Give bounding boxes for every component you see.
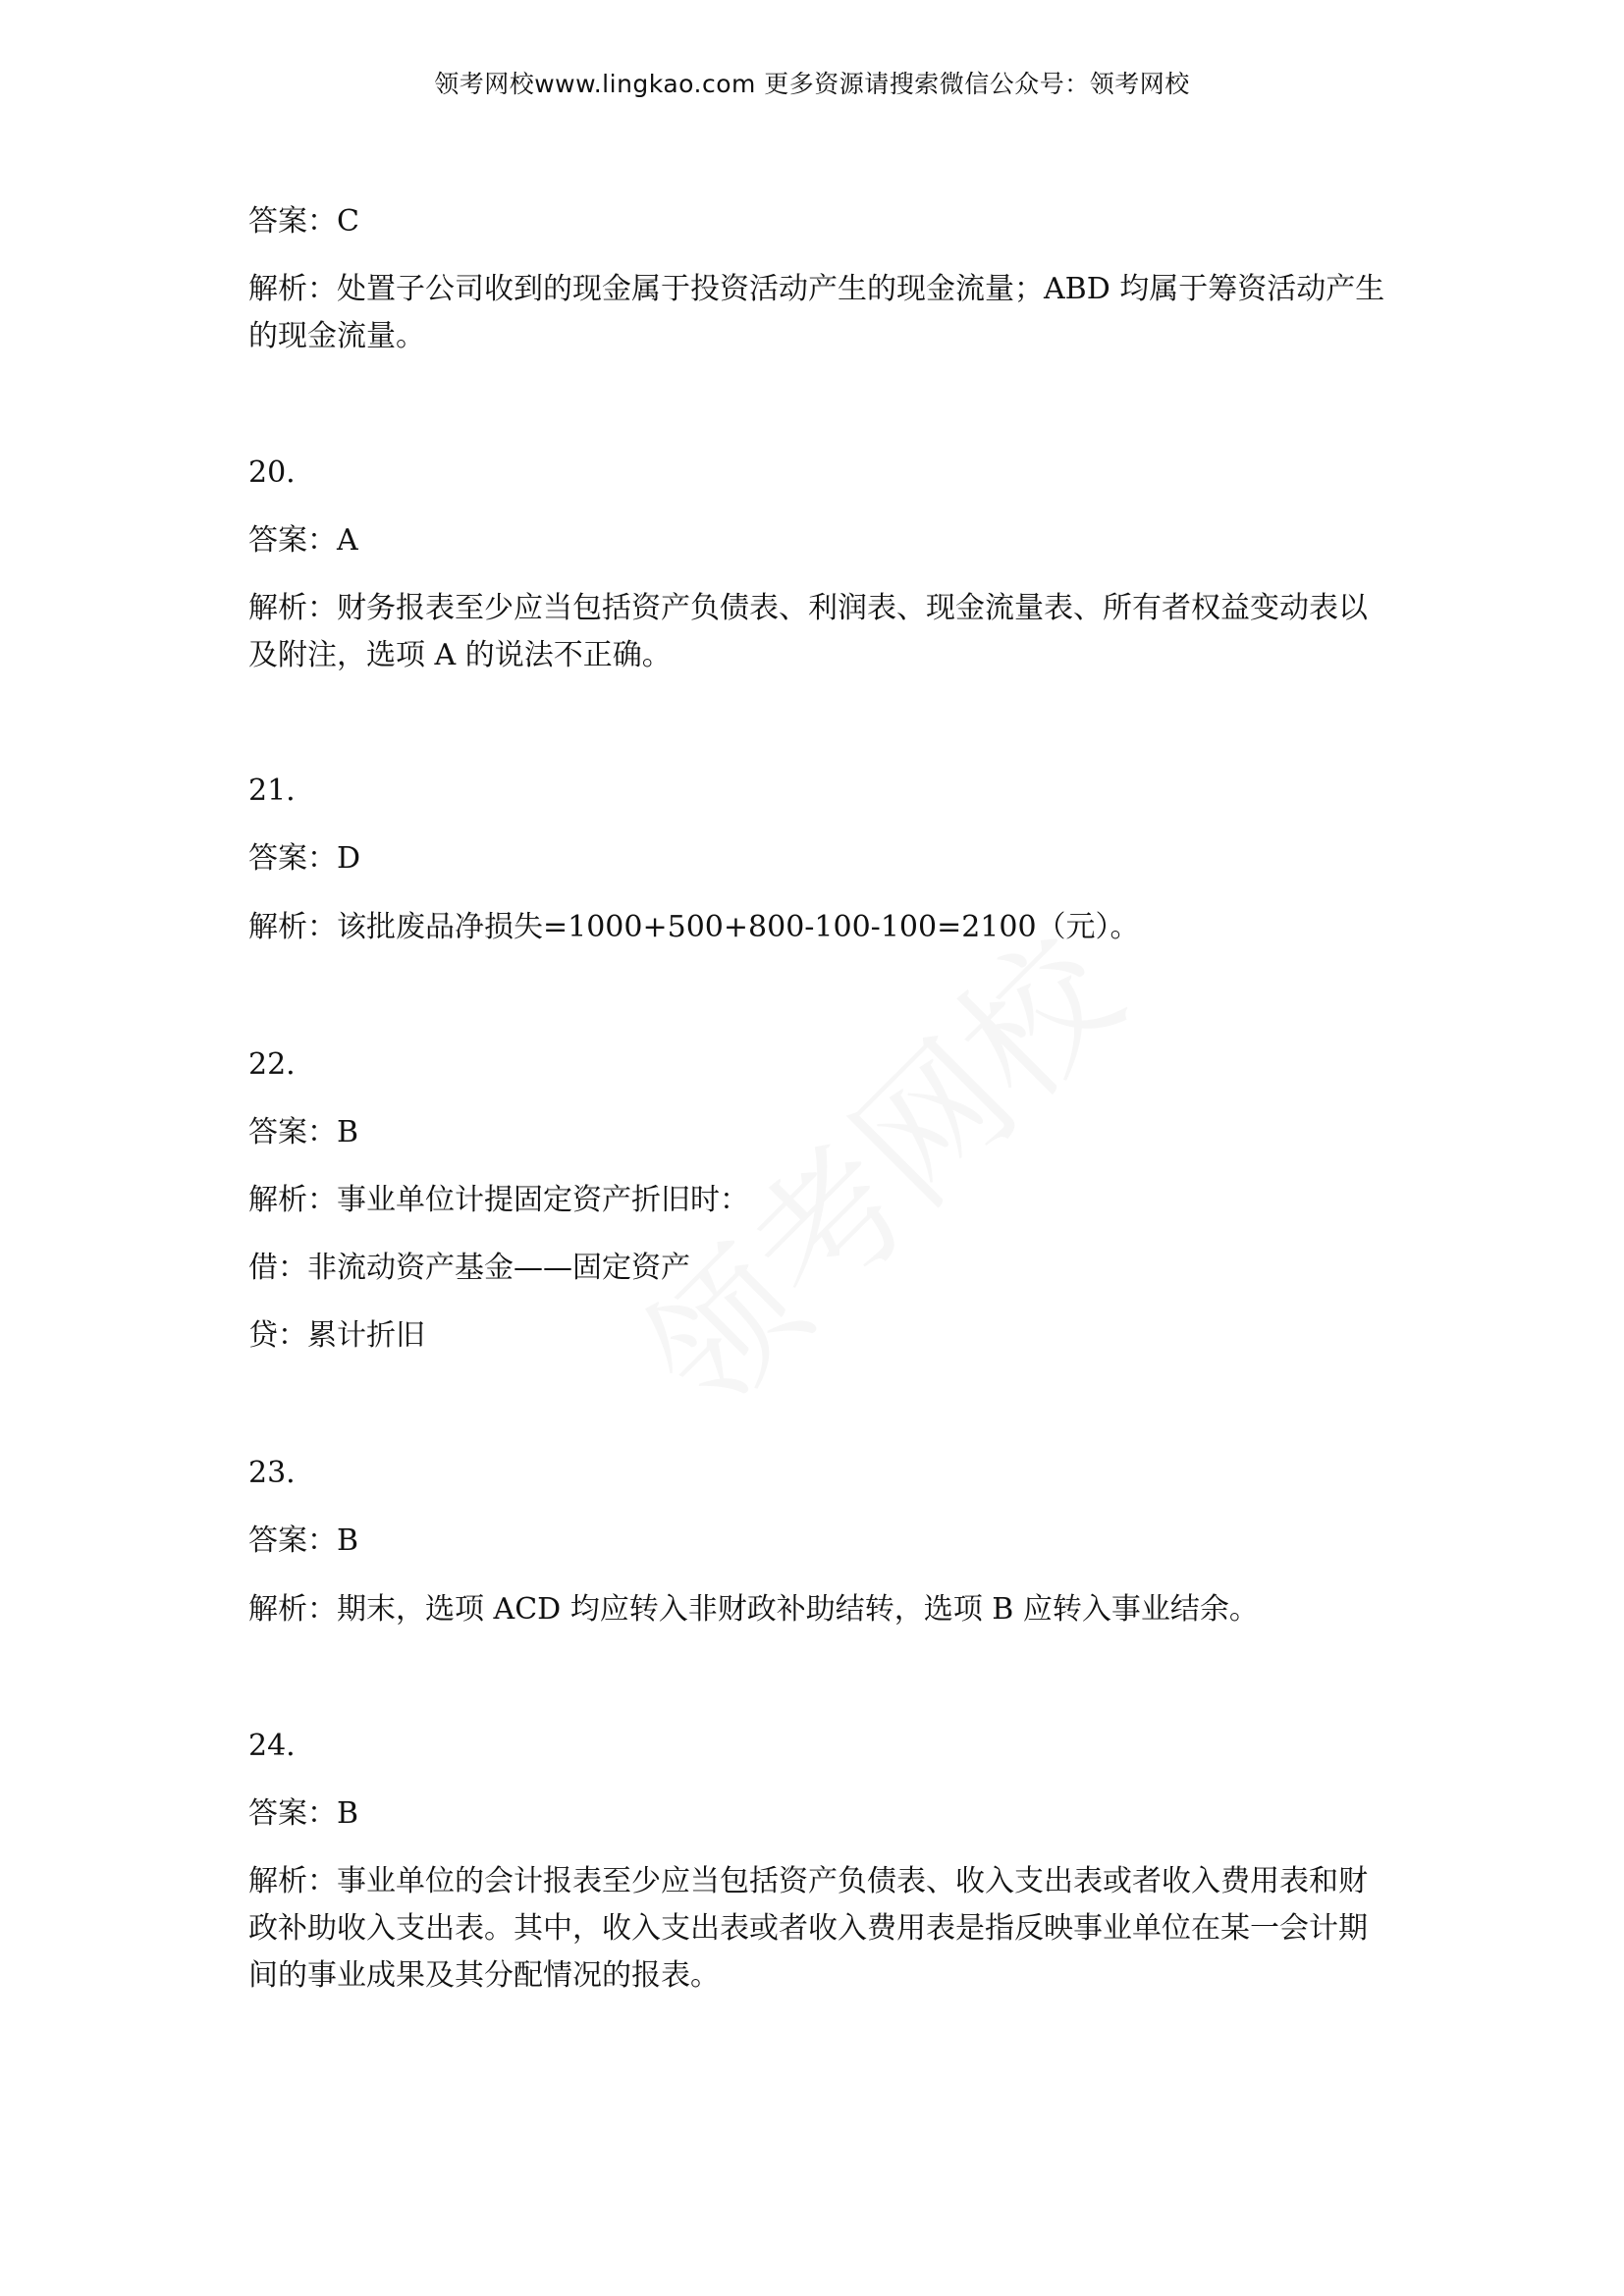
analysis-19: 解析：处置子公司收到的现金属于投资活动产生的现金流量；ABD 均属于筹资活动产生的现金流量。 <box>248 272 1385 353</box>
answer-22: 答案：B <box>248 1115 359 1149</box>
question-number-23: 23. <box>248 1456 296 1490</box>
journal-entry-credit: 贷：累计折旧 <box>248 1318 425 1353</box>
question-number-24: 24. <box>248 1729 296 1763</box>
answer-24: 答案：B <box>248 1796 359 1831</box>
analysis-24: 解析：事业单位的会计报表至少应当包括资产负债表、收入支出表或者收入费用表和财政补助收入支出表。其中，收入支出表或者收入费用表是指反映事业单位在某一会计期间的事业成果及其分配情况的报表。 <box>248 1864 1368 1993</box>
analysis-22: 解析：事业单位计提固定资产折旧时： <box>248 1183 749 1217</box>
analysis-20: 解析：财务报表至少应当包括资产负债表、利润表、现金流量表、所有者权益变动表以及附注，选项 A 的说法不正确。 <box>248 591 1368 672</box>
question-number-20: 20. <box>248 455 296 490</box>
watermark <box>591 882 1158 1449</box>
answer-19: 答案：C <box>248 204 359 239</box>
answer-20: 答案：A <box>248 523 358 558</box>
question-number-22: 22. <box>248 1047 296 1082</box>
analysis-23: 解析：期末，选项 ACD 均应转入非财政补助结转，选项 B 应转入事业结余。 <box>248 1592 1259 1627</box>
page-header: 领考网校www.lingkao.com 更多资源请搜索微信公众号：领考网校 <box>434 70 1190 98</box>
journal-entry-debit: 借：非流动资产基金——固定资产 <box>248 1251 690 1285</box>
answer-21: 答案：D <box>248 841 361 876</box>
answer-23: 答案：B <box>248 1523 359 1558</box>
question-number-21: 21. <box>248 774 296 808</box>
analysis-21: 解析：该批废品净损失=1000+500+800-100-100=2100（元）。 <box>248 910 1140 944</box>
